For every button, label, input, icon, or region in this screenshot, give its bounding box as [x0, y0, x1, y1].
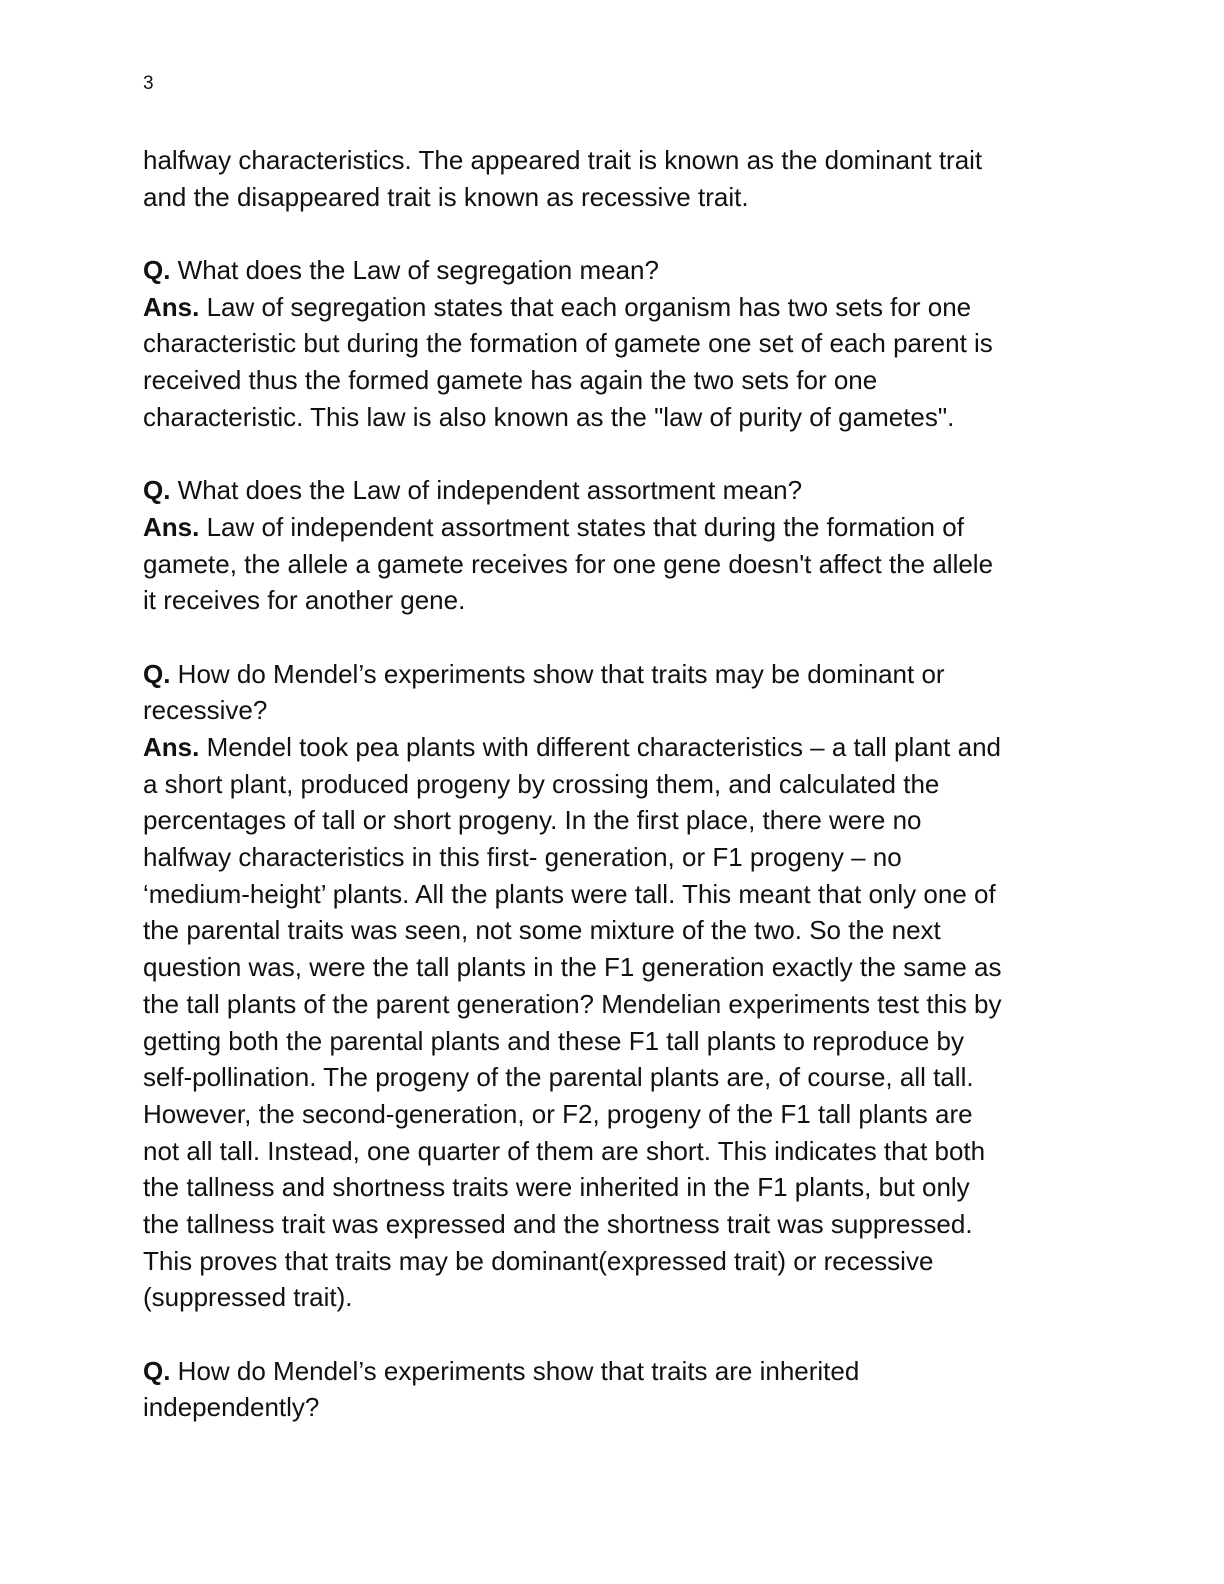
question-label: Q.: [143, 1355, 171, 1386]
question-line: [143, 252, 1083, 289]
answer-line: not all tall. Instead, one quarter of them are short. This indicates that both: [143, 1135, 986, 1166]
question-line: [143, 1353, 1083, 1390]
text-line: and the disappeared trait is known as recessive trait.: [143, 181, 749, 212]
page-number: 3: [143, 73, 154, 94]
question-label: Q.: [143, 255, 171, 286]
answer-line: (suppressed trait).: [143, 1282, 353, 1313]
text-line: halfway characteristics. The appeared trait is known as the dominant trait: [143, 145, 983, 175]
answer-line: [143, 509, 1083, 546]
answer-line: characteristic. This law is also known as the "law of purity of gametes".: [143, 401, 955, 432]
answer-label: Ans.: [143, 291, 200, 322]
answer-text: Law of segregation states that each organism has two sets for one: [199, 291, 972, 322]
question-line: independently?: [143, 1392, 320, 1423]
question-text: How do Mendel’s experiments show that traits are inherited: [170, 1355, 860, 1386]
answer-line: the tall plants of the parent generation? Mendelian experiments test this by: [143, 988, 1002, 1019]
question-line: recessive?: [143, 695, 268, 726]
answer-text: Law of independent assortment states that during the formation of: [199, 511, 964, 542]
answer-line: getting both the parental plants and these F1 tall plants to reproduce by: [143, 1025, 964, 1056]
answer-line: the tallness trait was expressed and the shortness trait was suppressed.: [143, 1208, 973, 1239]
intro-paragraph: [143, 142, 1083, 215]
answer-line: This proves that traits may be dominant(expressed trait) or recessive: [143, 1245, 934, 1276]
answer-line: However, the second-generation, or F2, progeny of the F1 tall plants are: [143, 1098, 973, 1129]
answer-line: gamete, the allele a gamete receives for one gene doesn't affect the allele: [143, 548, 994, 579]
answer-line: question was, were the tall plants in the F1 generation exactly the same as: [143, 952, 1002, 983]
answer-line: self-pollination. The progeny of the parental plants are, of course, all tall.: [143, 1062, 974, 1093]
answer-label: Ans.: [143, 511, 200, 542]
question-text: How do Mendel’s experiments show that traits may be dominant or: [170, 658, 945, 689]
answer-text: Mendel took pea plants with different characteristics – a tall plant and: [199, 732, 1001, 762]
question-line: [143, 656, 1083, 693]
qa-block-law-of-segregation: [143, 252, 1083, 435]
answer-line: the parental traits was seen, not some mixture of the two. So the next: [143, 915, 941, 946]
qa-block-law-of-independent-assortment: [143, 472, 1083, 619]
paragraph-spacer: [143, 215, 1083, 252]
answer-line: a short plant, produced progeny by crossing them, and calculated the: [143, 768, 940, 799]
answer-label: Ans.: [143, 732, 200, 762]
answer-line: the tallness and shortness traits were inherited in the F1 plants, but only: [143, 1172, 970, 1203]
answer-line: received thus the formed gamete has again the two sets for one: [143, 365, 878, 396]
question-text: What does the Law of segregation mean?: [170, 255, 659, 286]
qa-block-independent-inheritance: [143, 1353, 1083, 1426]
answer-line: halfway characteristics in this first- generation, or F1 progeny – no: [143, 842, 902, 873]
answer-line: [143, 289, 1083, 326]
question-label: Q.: [143, 658, 171, 689]
paragraph-spacer: [143, 1316, 1083, 1353]
document-body: [143, 142, 1083, 1426]
paragraph-spacer: [143, 619, 1083, 656]
question-text: What does the Law of independent assortment mean?: [170, 475, 803, 506]
question-line: [143, 472, 1083, 509]
answer-line: it receives for another gene.: [143, 585, 466, 616]
answer-line: [143, 729, 1083, 766]
question-label: Q.: [143, 475, 171, 506]
answer-line: characteristic but during the formation of gamete one set of each parent is: [143, 328, 993, 359]
answer-line: ‘medium-height’ plants. All the plants were tall. This meant that only one of: [143, 878, 996, 909]
paragraph-spacer: [143, 436, 1083, 473]
qa-block-dominant-recessive: [143, 656, 1083, 1316]
answer-line: percentages of tall or short progeny. In the first place, there were no: [143, 805, 922, 836]
